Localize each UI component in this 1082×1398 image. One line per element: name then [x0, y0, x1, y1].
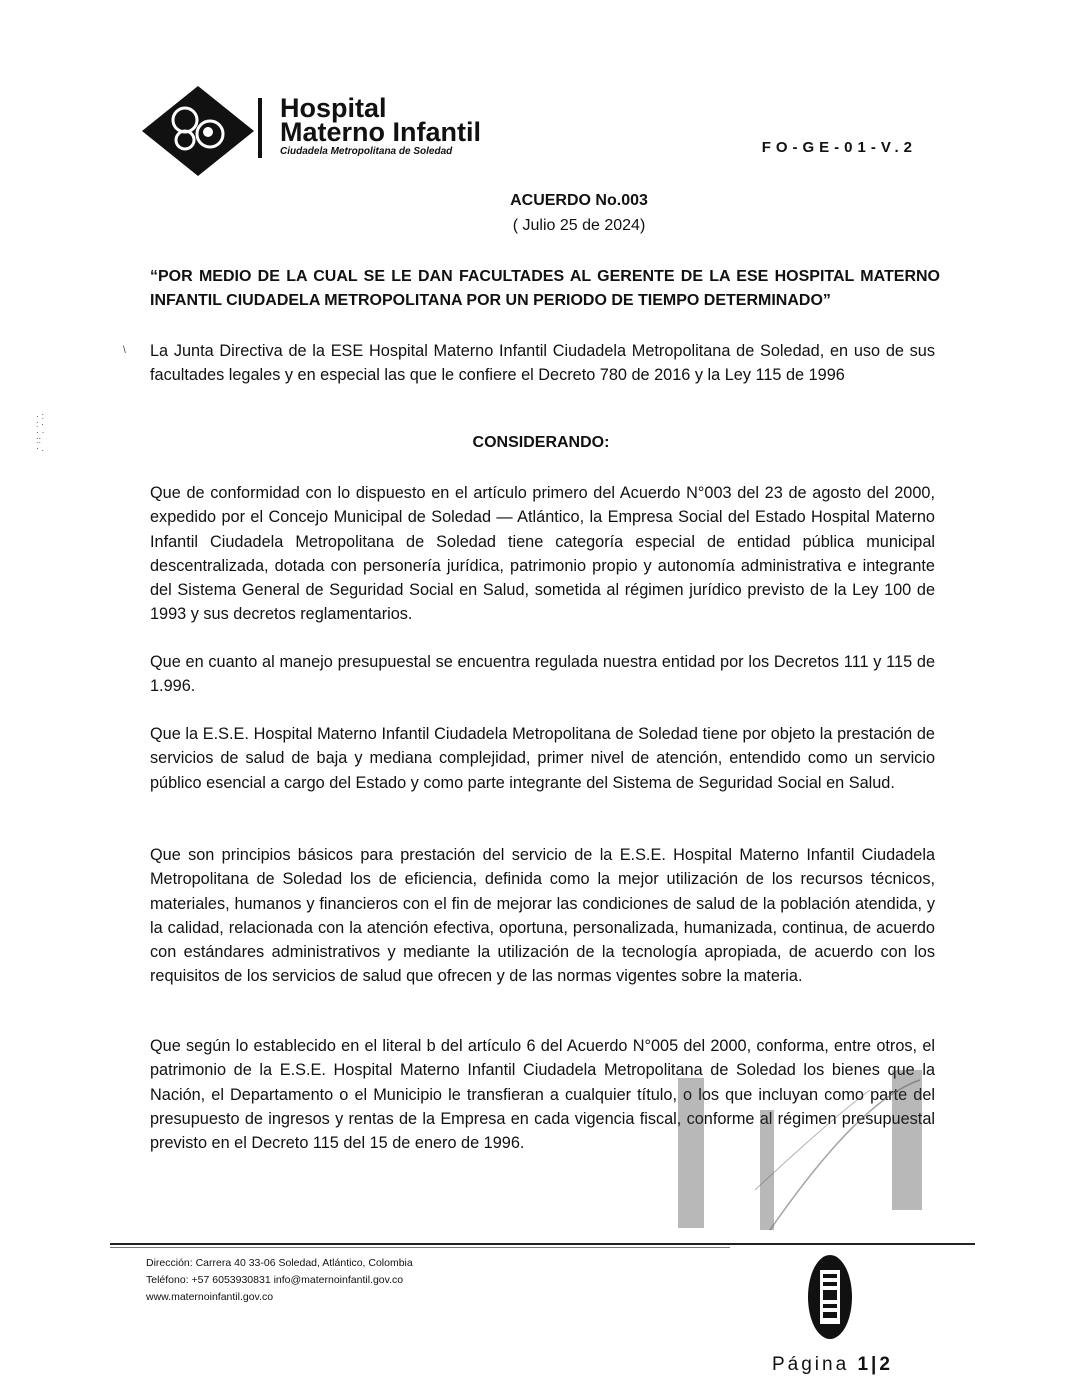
acuerdo-number: ACUERDO No.003 [510, 192, 648, 209]
seal-icon [806, 1252, 854, 1342]
footer-divider-thin [110, 1247, 730, 1248]
page-current: 1 [857, 1354, 872, 1375]
acuerdo-title: “POR MEDIO DE LA CUAL SE LE DAN FACULTADES AL GERENTE DE LA ESE HOSPITAL MATERNO INFANTIL CIUDADELA METROPOLITANA POR UN PERIODO DE TIEMPO DETERMINADO” [150, 268, 940, 309]
scan-mark: \ [123, 345, 126, 356]
paragraph-3: Que la E.S.E. Hospital Materno Infantil Ciudadela Metropolitana de Soledad tiene por objeto la prestación de servicios de salud de baja y mediana complejidad, primer nivel de atención, entendido como un servicio público esencial a cargo del Estado y como parte integrante del Sistema de Seguridad Social en Salud. [150, 725, 935, 792]
paragraph-4: Que son principios básicos para prestación del servicio de la E.S.E. Hospital Materno Infantil Ciudadela Metropolitana de Soledad los de eficiencia, definida como la mejor utilización de los recursos técnicos, materiales, humanos y financieros con el fin de mejorar las condiciones de salud de la población atendida, y la calidad, relacionada con la atención efectiva, oportuna, personalizada, humanizada, continua, de acuerdo con estándares administrativos y mediante la utilización de la tecnología apropiada, de acuerdo con los requisitos de los servicios de salud que ofrecen y de las normas vigentes sobre la materia. [150, 846, 935, 986]
footer-divider [110, 1243, 975, 1245]
considerando-heading: CONSIDERANDO: [472, 434, 610, 451]
scan-artifact: · : : · · · :: · . [36, 411, 45, 453]
page-number: Página 1|2 [772, 1354, 893, 1375]
stamp-mark [660, 1060, 950, 1240]
paragraph-2: Que en cuanto al manejo presupuestal se encuentra regulada nuestra entidad por los Decretos 111 y 115 de 1.996. [150, 653, 935, 696]
paragraph-5: Que según lo establecido en el literal b del artículo 6 del Acuerdo N°005 del 2000, conforma, entre otros, el patrimonio de la E.S.E. Hospital Materno Infantil Ciudadela Metropolitana de Soledad los bienes que la Nación, el Departamento o el Municipio le transfieran a cualquier título, o los que incluyan como parte del presupuesto de ingresos y rentas de la Empresa en cada vigencia fiscal, conforme al régimen presupuestal previsto en el Decreto 115 del 15 de enero de 1996. [150, 1037, 935, 1153]
page-label: Página [772, 1354, 850, 1375]
document-code: FO-GE-01-V.2 [761, 139, 917, 156]
footer-website: www.maternoinfantil.gov.co [146, 1291, 274, 1303]
paragraph-1: Que de conformidad con lo dispuesto en el artículo primero del Acuerdo N°003 del 23 de agosto del 2000, expedido por el Concejo Municipal de Soledad — Atlántico, la Empresa Social del Estado Hospital Materno Infantil Ciudadela Metropolitana de Soledad tiene categoría especial de entidad pública municipal descentralizada, dotada con personería jurídica, patrimonio propio y autonomía administrativa e integrante del Sistema General de Seguridad Social en Salud, sometida al régimen jurídico previsto de la Ley 100 de 1993 y sus decretos reglamentarios. [150, 484, 935, 624]
footer-address: Dirección: Carrera 40 33-06 Soledad, Atlántico, Colombia [146, 1257, 413, 1269]
intro-paragraph: La Junta Directiva de la ESE Hospital Materno Infantil Ciudadela Metropolitana de Soledad, en uso de sus facultades legales y en especial las que le confiere el Decreto 780 de 2016 y la Ley 115 de 1996 [150, 342, 935, 385]
logo-divider [258, 98, 262, 158]
hospital-logo-icon [140, 84, 256, 179]
logo-line-2: Materno Infantil [280, 117, 481, 147]
logo-line-1: Hospital [280, 93, 387, 123]
acuerdo-date: ( Julio 25 de 2024) [512, 217, 646, 234]
logo-subtitle: Ciudadela Metropolitana de Soledad [280, 146, 453, 157]
footer-contact [146, 1255, 413, 1306]
footer-phone-email: Teléfono: +57 6053930831 info@maternoinfantil.gov.co [146, 1274, 404, 1286]
hospital-logo [140, 84, 500, 179]
page-total: 2 [879, 1354, 893, 1375]
